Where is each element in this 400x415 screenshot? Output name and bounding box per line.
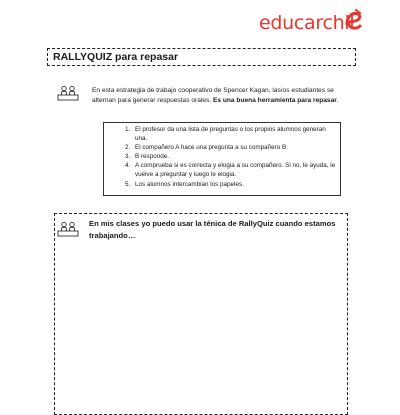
step-item: 1. El profesor da una lista de preguntas o los propios alumnos generan una. <box>132 125 336 143</box>
step-item: 2. El compañero A hace una pregunta a su compañero B. <box>132 143 336 152</box>
logo-e-icon <box>344 9 363 31</box>
logo-text: educarchil <box>259 12 355 34</box>
steps-list <box>104 125 336 189</box>
steps-box <box>103 122 341 196</box>
step-item: 5. Los alumnos intercambian los papeles. <box>132 180 336 189</box>
people-pair-icon <box>57 85 79 101</box>
reflection-box[interactable] <box>54 213 348 415</box>
people-pair-icon <box>57 221 79 237</box>
step-item: 4. A comprueba si es correcta y elogia a su compañero. Si no, le ayuda, le vuelve a preguntar y luego le elogia. <box>132 161 336 179</box>
reflection-prompt: En mis clases yo puedo usar la ténica de RallyQuiz cuando estamos trabajando… <box>89 219 336 240</box>
intro-text: En esta estrategia de trabajo cooperativo de Spencer Kagan, las/os estudiantes se alternan para generar respuestas orales. <box>92 87 334 104</box>
page-title: RALLYQUIZ para repasar <box>53 51 179 63</box>
intro-bold: Es una buena herramienta para repasar <box>212 96 337 104</box>
step-item: 3. B responde. <box>132 152 336 161</box>
intro-end: . <box>336 96 339 104</box>
intro-paragraph <box>92 86 342 105</box>
title-box <box>47 48 356 66</box>
educarchile-logo <box>259 8 359 38</box>
